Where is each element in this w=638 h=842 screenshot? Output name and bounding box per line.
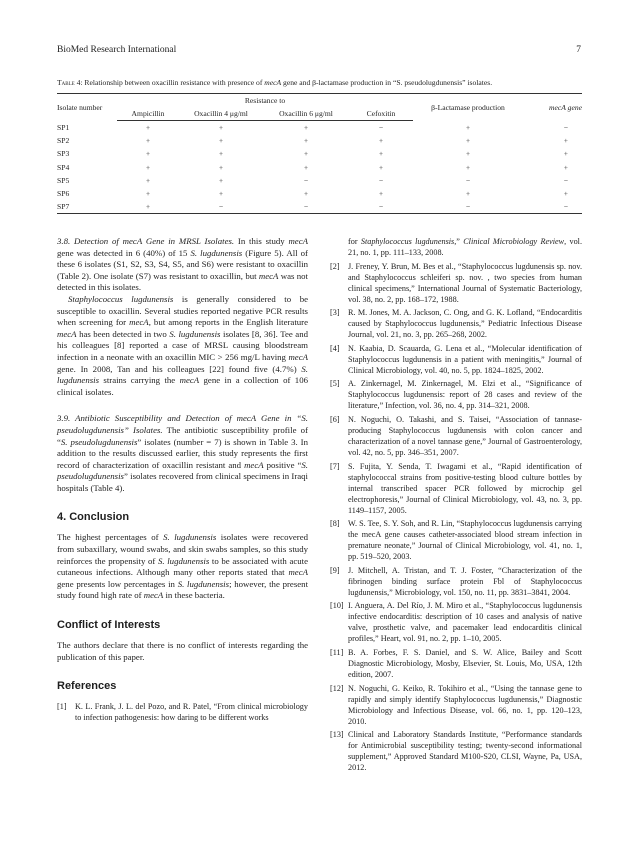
table-row — [57, 121, 582, 135]
reference-item: [11] B. A. Forbes, F. S. Daniel, and S. W. Alice, Bailey and Scott Diagnostic Microbiology, Mosby, Elsevier, St. Louis, Mo, USA, 12th edition, 2007. — [330, 647, 582, 679]
table-label: Table 4: — [57, 78, 83, 87]
table-row — [57, 134, 582, 147]
references-heading: References — [57, 680, 117, 693]
section-3-8-paragraph: 3.8. Detection of mecA Gene in MRSL Isolates. In this study mecA gene was detected in 6 (40%) of 15 S. lugdunensis (Figure 5). All of these 6 isolates (S1, S2, S3, S4, S5, and S6) were resistant to oxacillin (Table 2). One isolate (S7) was resistant to oxacillin, but mecA was not detected in this isolates. — [57, 236, 308, 293]
result-cell: + — [145, 189, 151, 199]
isolate-cell: SP3 — [57, 149, 70, 159]
result-cell: − — [263, 200, 349, 214]
reference-item: [12] N. Noguchi, G. Keiko, R. Tokihiro et al., “Using the tannase gene to rapidly and simply identify Staphylococcus lugdunensis,” Diagnostic Microbiology and Infectious Disease, vol. 66, no. 1, pp. 120–123, 2010. — [330, 683, 582, 726]
result-cell: + — [563, 136, 568, 146]
result-cell: − — [523, 200, 582, 214]
result-cell: + — [378, 162, 384, 172]
reference-item: [1] K. L. Frank, J. L. del Pozo, and R. Patel, “From clinical microbiology to infection pathogenesis: how daring to be different works — [57, 702, 308, 723]
reference-item: [4] N. Kaabia, D. Scauarda, G. Lena et al., “Molecular identification of Staphylococcus lugdunensis in a patient with meningitis,” Journal of Clinical Microbiology, vol. 40, no. 5, pp. 1824–1825, 2002. — [330, 343, 582, 375]
reference-item: [9] J. Mitchell, A. Tristan, and T. J. Foster, “Characterization of the fibrinogen binding surface protein Fbl of Staphylococcus lugdunensis,” Microbiology, vol. 150, no. 11, pp. 3831–3841, 2004. — [330, 565, 582, 597]
header-ampicillin: Ampicillin — [117, 106, 179, 121]
reference-item: [13] Clinical and Laboratory Standards Institute, “Performance standards for Antimicrobial susceptibility testing; twenty-second informational supplement,” Approved Standard M100-S20, CLSI, Wayne, Pa, USA, 2012. — [330, 730, 582, 773]
left-column — [57, 236, 308, 726]
result-cell: + — [145, 149, 151, 159]
result-cell: + — [145, 162, 151, 172]
result-cell: + — [218, 175, 224, 185]
running-header — [57, 45, 581, 59]
result-cell: + — [563, 162, 568, 172]
reference-item: [3] R. M. Jones, M. A. Jackson, C. Ong, and G. K. Lofland, “Endocarditis caused by Staphylococcus lugdunensis,” Pediatric Infectious Disease Journal, vol. 21, no. 3, pp. 265–268, 2002. — [330, 308, 582, 340]
result-cell: + — [563, 189, 568, 199]
result-cell: + — [465, 149, 471, 159]
result-cell: − — [378, 175, 384, 185]
result-cell: + — [145, 175, 151, 185]
section-3-9-title: 3.9. Antibiotic Susceptibility and Detection of mecA Gene in “S. pseudolugdunensis” Isolates. — [57, 413, 308, 435]
header-oxacillin-6: Oxacillin 6 μg/ml — [263, 106, 349, 121]
table-row — [57, 147, 582, 160]
result-cell: − — [563, 175, 568, 185]
result-cell: + — [378, 136, 384, 146]
table-row — [57, 187, 582, 200]
header-meca: mecA gene — [549, 102, 582, 112]
conflict-paragraph: The authors declare that there is no conflict of interests regarding the publication of this paper. — [57, 640, 308, 662]
table-row — [57, 161, 582, 174]
result-cell: + — [117, 200, 179, 214]
table-4 — [57, 93, 582, 214]
table-row — [57, 200, 582, 214]
result-cell: + — [303, 123, 309, 133]
isolate-cell: SP7 — [57, 200, 117, 214]
result-cell: − — [378, 123, 384, 133]
isolate-cell: SP4 — [57, 162, 70, 172]
result-cell: + — [465, 122, 471, 132]
result-cell: + — [303, 149, 309, 159]
result-cell: − — [465, 175, 471, 185]
reference-item-continued: for Staphylococcus lugdunensis,” Clinical Microbiology Review, vol. 21, no. 1, pp. 111–133, 2008. — [348, 237, 582, 257]
header-oxacillin-4: Oxacillin 4 μg/ml — [179, 106, 263, 121]
result-cell: + — [303, 136, 309, 146]
table-caption: Table 4: Relationship between oxacillin resistance with presence of mecA gene and β-lactamase production in “S. pseudolugdunensis” isolates. — [57, 78, 493, 87]
isolate-cell: SP2 — [57, 136, 70, 146]
result-cell: + — [303, 189, 309, 199]
result-cell: − — [563, 122, 568, 132]
result-cell: + — [218, 123, 224, 133]
reference-item: [5] A. Zinkernagel, M. Zinkernagel, M. Elzi et al., “Significance of Staphylococcus lugdunensis: report of 28 cases and review of the literature,” Infection, vol. 36, no. 4, pp. 314–321, 2008. — [330, 379, 582, 411]
page-number: 7 — [576, 45, 581, 55]
conflict-heading: Conflict of Interests — [57, 619, 161, 632]
reference-item: [2] J. Freney, Y. Brun, M. Bes et al., “Staphylococcus lugdunensis sp. nov. and Staphylococcus schleiferi sp. nov. , two species from human clinical specimens,” International Journal of Systematic Bacteriology, vol. 38, no. 2, pp. 168–172, 1988. — [330, 261, 582, 304]
result-cell: − — [413, 200, 523, 214]
reference-item: [10] I. Anguera, A. Del Río, J. M. Miro et al., “Staphylococcus lugdunensis infective endocarditis: description of 10 cases and analysis of native valve, prosthetic valve, and pacemaker lead endocarditis clinical profiles,” Heart, vol. 91, no. 2, pp. 1–10, 2005. — [330, 601, 582, 644]
header-isolate: Isolate number — [57, 102, 103, 112]
journal-name: BioMed Research International — [57, 45, 177, 55]
result-cell: + — [218, 189, 224, 199]
section-3-8-paragraph-2: Staphylococcus lugdunensis is generally considered to be susceptible to oxacillin. Several studies reported negative PCR results when screening for mecA, but among reports in the English literature mecA has been detected in two S. lugdunensis isolates [8, 36]. Tee and his colleagues [8] reported a case of MRSL causing bloodstream infection in a neonate with an oxacillin MIC > 256 mg/L having mecA gene. In 2008, Tan and his colleagues [22] found five (4.7%) S. lugdunensis strains carrying the mecA gene in a collection of 106 clinical isolates. — [57, 293, 309, 397]
result-cell: + — [303, 162, 309, 172]
header-cefoxitin: Cefoxitin — [349, 106, 413, 121]
result-cell: + — [218, 149, 224, 159]
reference-item: [7] S. Fujita, Y. Senda, T. Iwagami et al., “Rapid identification of staphylococcal strains from positive-testing blood culture bottles by internal transcribed spacer PCR followed by microchip gel electrophoresis,” Journal of Clinical Microbiology, vol. 43, no. 3, pp. 1149–1157, 2005. — [330, 461, 582, 515]
result-cell: + — [563, 149, 568, 159]
header-beta-lactamase: β-Lactamase production — [431, 102, 505, 112]
result-cell: + — [145, 136, 151, 146]
table-row — [57, 174, 582, 187]
result-cell: + — [218, 136, 224, 146]
reference-item: [8] W. S. Tee, S. Y. Soh, and R. Lin, “Staphylococcus lugdunensis carrying the mecA gene causes catheter-associated blood stream infection in premature neonate,” Journal of Clinical Microbiology, vol. 41, no. 1, pp. 519–520, 2003. — [330, 519, 582, 562]
result-cell: − — [349, 200, 413, 214]
result-cell: + — [378, 189, 384, 199]
reference-item: [6] N. Noguchi, O. Takashi, and S. Taisei, “Association of tannase-producing Staphylococcus lugdunensis with colon cancer and characterization of a novel tannase gene,” Journal of Gastroenterology, vol. 42, no. 5, pp. 346–351, 2007. — [330, 414, 582, 457]
result-cell: − — [179, 200, 263, 214]
isolate-cell: SP6 — [57, 189, 70, 199]
right-column — [330, 236, 582, 776]
result-cell: + — [378, 149, 384, 159]
header-resistance: Resistance to — [244, 95, 286, 105]
result-cell: + — [465, 189, 471, 199]
section-3-8-title: 3.8. Detection of mecA Gene in MRSL Isolates. — [57, 236, 235, 246]
section-3-9-paragraph: 3.9. Antibiotic Susceptibility and Detection of mecA Gene in “S. pseudolugdunensis” Isolates. The antibiotic susceptibility profile of “S. pseudolugdunensis” isolates (number = 7) is shown in Table 3. In addition to the results discussed earlier, this study represents the first record of characterization of oxacillin resistant and mecA positive “S. pseudolugdunensis” isolates recovered from clinical specimens in Iraqi hospitals (Table 4). — [57, 413, 309, 493]
result-cell: + — [145, 123, 151, 133]
result-cell: + — [218, 162, 224, 172]
result-cell: + — [465, 162, 471, 172]
conclusion-heading: 4. Conclusion — [57, 511, 130, 524]
result-cell: − — [303, 175, 309, 185]
isolate-cell: SP5 — [57, 175, 70, 185]
conclusion-paragraph: The highest percentages of S. lugdunensis isolates were recovered from subaxillary, wound swabs, and skin swabs samples, so this study reinforces the propensity of S. lugdunensis to be associated with acute cutaneous infections. Although many other reports stated that mecA gene presents low percentages in S. lugdunensis; however, the present study found high rate of mecA in these bacteria. — [57, 532, 309, 601]
isolate-cell: SP1 — [57, 122, 70, 132]
result-cell: + — [465, 136, 471, 146]
